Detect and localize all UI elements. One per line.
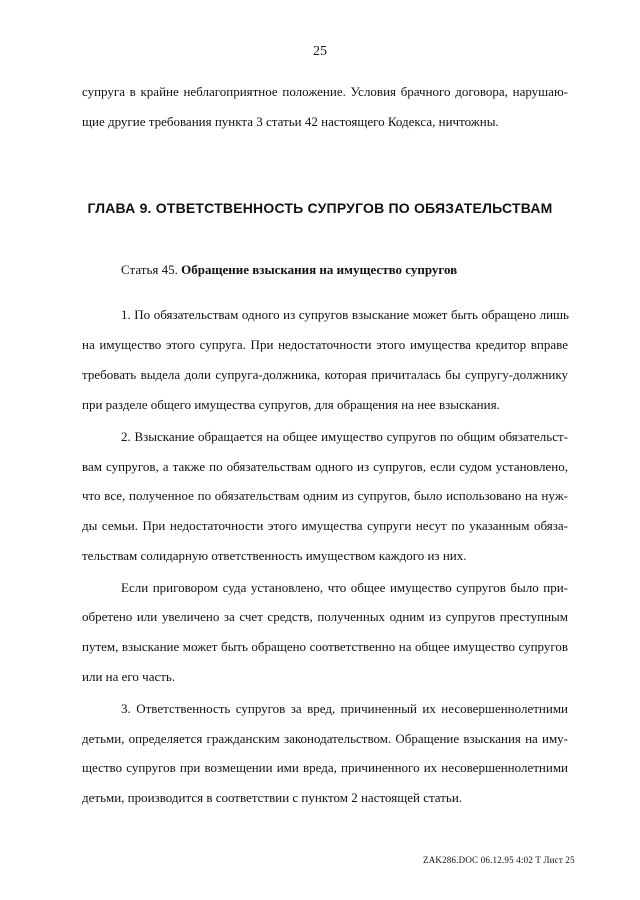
intro-line: супруга в крайне неблагоприятное положение. Условия брачного договора, нарушаю- [82,84,568,99]
paragraph-3-line: или на его часть. [82,669,176,684]
paragraph-3-line: путем, взыскание может быть обращено соответственно на общее имущество супругов [82,639,568,654]
paragraph-4-line: детьми, определяется гражданским законодательством. Обращение взыскания на иму- [82,731,568,746]
footer-file-info: ZAK286.DOC 06.12.95 4:02 T Лист 25 [423,855,575,865]
paragraph-3-line: обретено или увеличено за счет средств, полученных одним из супругов преступным [82,609,568,624]
paragraph-1-line: 1. По обязательствам одного из супругов взыскание может быть обращено лишь [121,307,569,322]
paragraph-2-line: вам супругов, а также по обязательствам одного из супругов, если судом установлено, [82,459,568,474]
paragraph-2-line: тельствам солидарную ответственность имуществом каждого из них. [82,548,467,563]
article-label: Статья 45. [121,262,178,277]
paragraph-2-line: что все, полученное по обязательствам одним из супругов, было использовано на нуж- [82,488,568,503]
intro-line: щие другие требования пункта 3 статьи 42 настоящего Кодекса, ничтожны. [82,114,499,129]
article-title: Обращение взыскания на имущество супругов [181,262,458,277]
paragraph-3-line: Если приговором суда установлено, что общее имущество супругов было при- [121,580,568,595]
paragraph-4-line: щество супругов при возмещении ими вреда, причиненного их несовершеннолетними [82,760,568,775]
paragraph-2-line: ды семьи. При недостаточности этого имущества супруги несут по указанным обяза- [82,518,568,533]
paragraph-1-line: требовать выдела доли супруга-должника, которая причиталась бы супругу-должнику [82,367,568,382]
chapter-title: ГЛАВА 9. ОТВЕТСТВЕННОСТЬ СУПРУГОВ ПО ОБЯЗАТЕЛЬСТВАМ [87,200,553,216]
page-number: 25 [313,44,327,59]
paragraph-1-line: на имущество этого супруга. При недостаточности этого имущества кредитор вправе [82,337,568,352]
paragraph-4-line: детьми, производится в соответствии с пунктом 2 настоящей статьи. [82,790,463,805]
paragraph-2-line: 2. Взыскание обращается на общее имущество супругов по общим обязательст- [121,429,568,444]
paragraph-1-line: при разделе общего имущества супругов, для обращения на нее взыскания. [82,397,500,412]
article-heading [121,262,457,278]
paragraph-4-line: 3. Ответственность супругов за вред, причиненный их несовершеннолетними [121,701,568,716]
